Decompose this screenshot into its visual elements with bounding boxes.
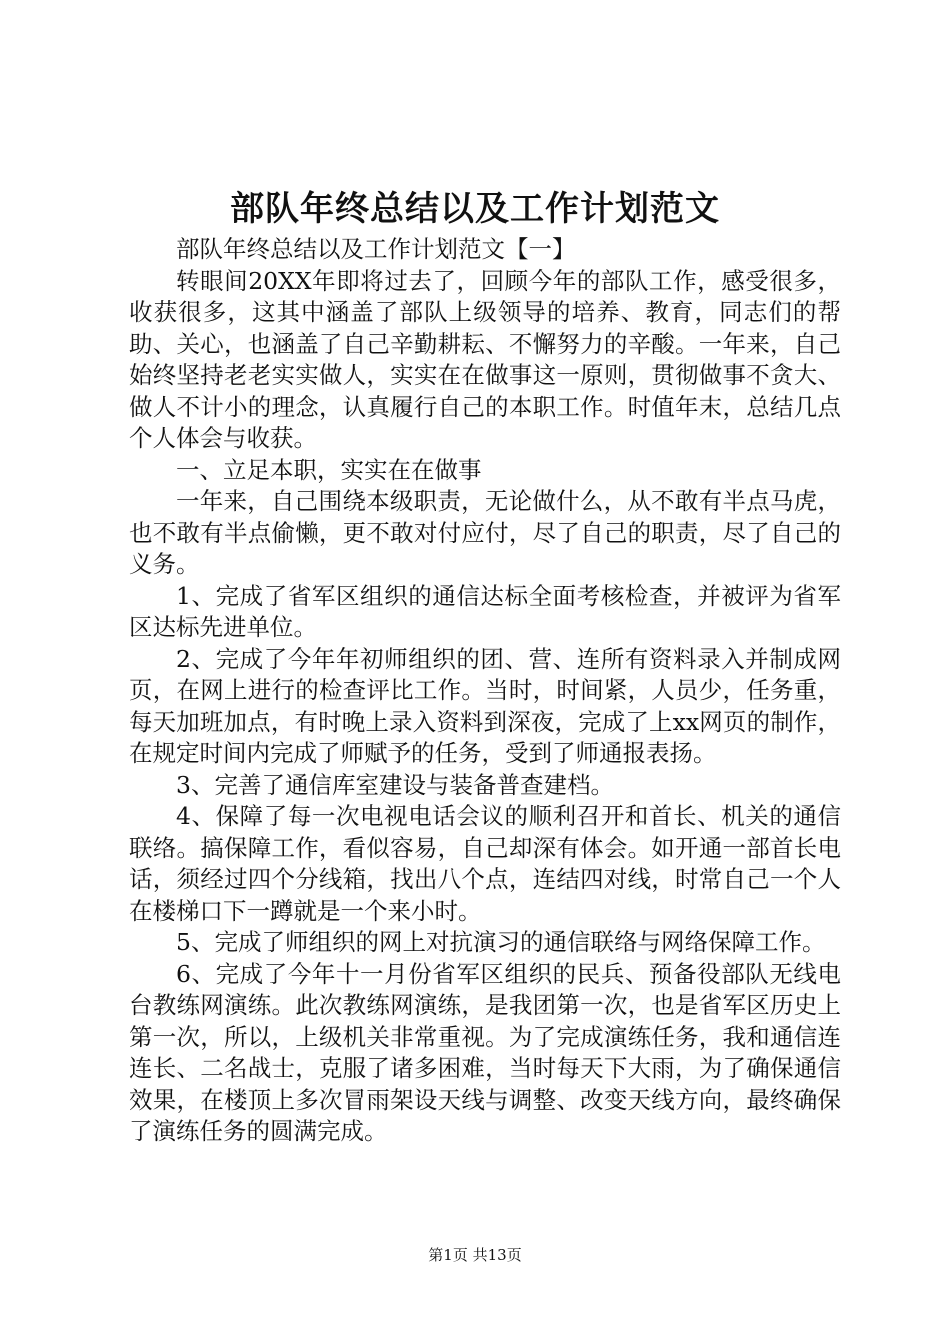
- list-item-4: 4、保障了每一次电视电话会议的顺利召开和首长、机关的通信联络。搞保障工作，看似容易，自己却深有体会。如开通一部首长电话，须经过四个分线箱，找出八个点，连结四对线，时常自己一个人在楼梯口下一蹲就是一个来小时。: [129, 802, 841, 925]
- paragraph-intro: 转眼间20XX年即将过去了，回顾今年的部队工作，感受很多，收获很多，这其中涵盖了部队上级领导的培养、教育，同志们的帮助、关心，也涵盖了自己辛勤耕耘、不懈努力的辛酸。一年来，自己始终坚持老老实实做人，实实在在做事这一原则，贯彻做事不贪大、做人不计小的理念，认真履行自己的本职工作。时值年末，总结几点个人体会与收获。: [129, 266, 841, 452]
- document-title: 部队年终总结以及工作计划范文: [230, 189, 720, 229]
- page-footer: 第1页 共13页: [428, 1246, 522, 1264]
- list-item-6: 6、完成了今年十一月份省军区组织的民兵、预备役部队无线电台教练网演练。此次教练网演练，是我团第一次，也是省军区历史上第一次，所以，上级机关非常重视。为了完成演练任务，我和通信连连长、二名战士，克服了诸多困难，当时每天下大雨，为了确保通信效果，在楼顶上多次冒雨架设天线与调整、改变天线方向，最终确保了演练任务的圆满完成。: [129, 959, 841, 1145]
- list-item-2: 2、完成了今年年初师组织的团、营、连所有资料录入并制成网页，在网上进行的检查评比工作。当时，时间紧，人员少，任务重，每天加班加点，有时晚上录入资料到深夜，完成了上xx网页的制作，在规定时间内完成了师赋予的任务，受到了师通报表扬。: [129, 644, 841, 767]
- section-heading: 一、立足本职，实实在在做事: [176, 455, 482, 484]
- paragraph: 一年来，自己围绕本级职责，无论做什么，从不敢有半点马虎，也不敢有半点偷懒，更不敢对付应付，尽了自己的职责，尽了自己的义务。: [129, 487, 841, 578]
- document-body: [129, 234, 841, 1148]
- list-item-1: 1、完成了省军区组织的通信达标全面考核检查，并被评为省军区达标先进单位。: [129, 581, 841, 641]
- paragraph-subtitle: 部队年终总结以及工作计划范文【一】: [176, 235, 576, 263]
- list-item-3: 3、完善了通信库室建设与装备普查建档。: [176, 770, 614, 799]
- list-item-5: 5、完成了师组织的网上对抗演习的通信联络与网络保障工作。: [176, 928, 826, 956]
